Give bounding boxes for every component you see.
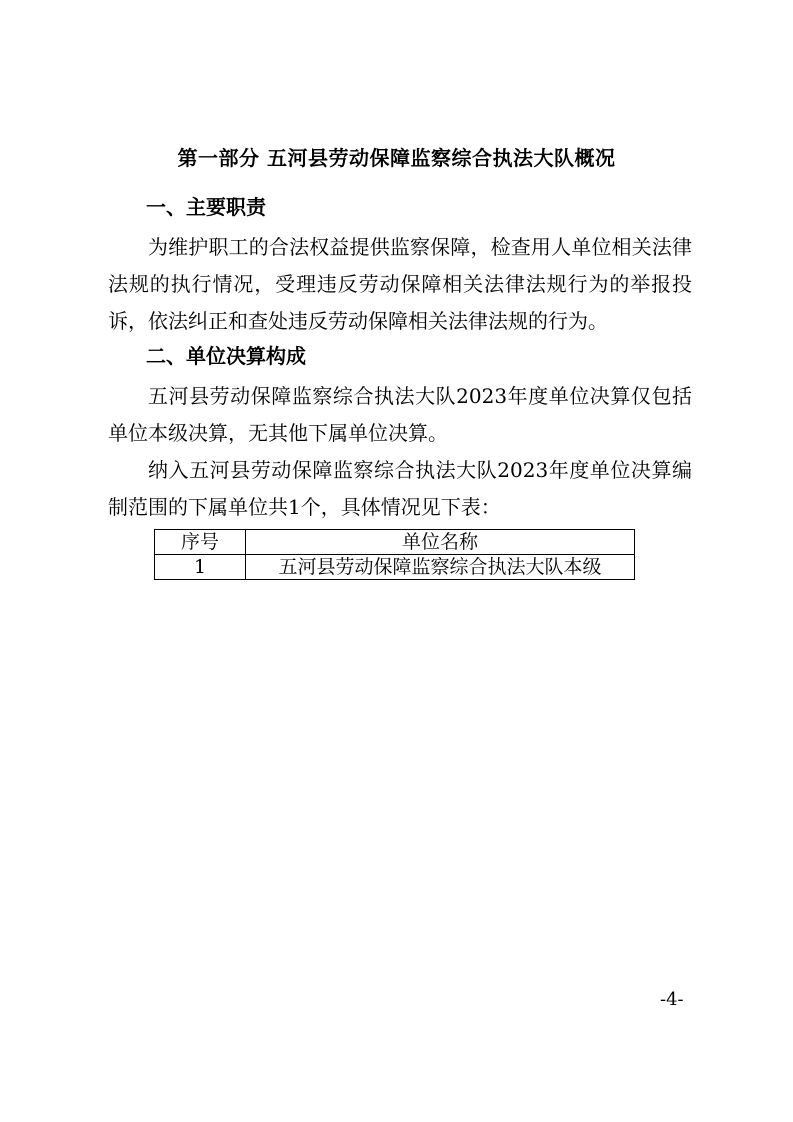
table-header-row	[155, 530, 635, 555]
table-header-unit-name: 单位名称	[246, 530, 635, 555]
duties-paragraph: 为维护职工的合法权益提供监察保障，检查用人单位相关法律法规的执行情况，受理违反劳动保障相关法律法规行为的举报投诉，依法纠正和查处违反劳动保障相关法律法规的行为。	[108, 235, 692, 333]
section-heading-duties: 一、主要职责	[146, 195, 266, 219]
section-heading-composition: 二、单位决算构成	[146, 344, 306, 368]
page-title: 第一部分 五河县劳动保障监察综合执法大队概况	[177, 146, 616, 170]
table-cell-unit-name: 五河县劳动保障监察综合执法大队本级	[246, 555, 635, 580]
table-cell-seq: 1	[155, 555, 246, 580]
composition-paragraph-2: 纳入五河县劳动保障监察综合执法大队2023年度单位决算编制范围的下属单位共1个，具体情况见下表：	[108, 458, 692, 519]
units-table	[154, 529, 635, 580]
table-row	[155, 555, 635, 580]
page-number: -4-	[660, 989, 684, 1010]
table-header-seq: 序号	[155, 530, 246, 555]
composition-paragraph-1: 五河县劳动保障监察综合执法大队2023年度单位决算仅包括单位本级决算，无其他下属单位决算。	[108, 384, 692, 445]
